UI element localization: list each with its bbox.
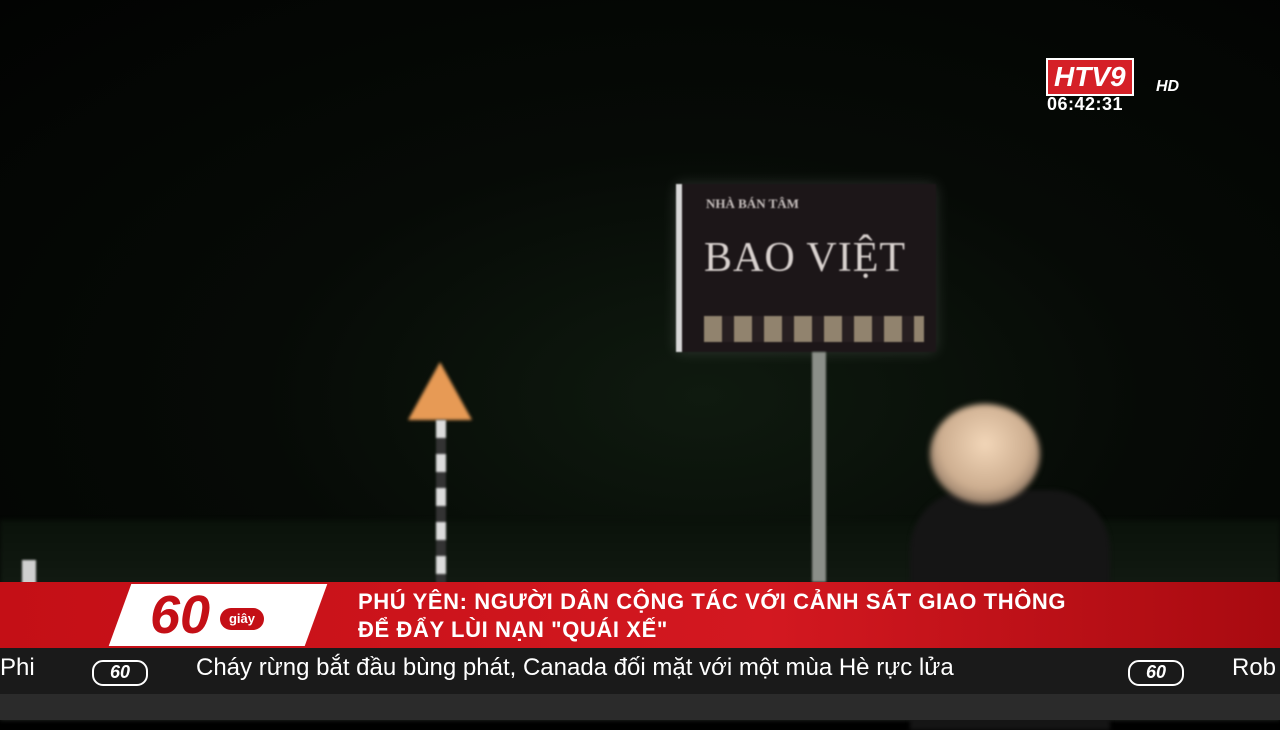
warning-sign-pole [436,420,446,584]
ticker-main-text: Cháy rừng bắt đầu bùng phát, Canada đối mặt với một mùa Hè rực lửa [196,654,954,681]
news-ticker [0,648,1280,694]
channel-logo-hd: HD [1156,78,1180,95]
billboard-bottom-strip [704,316,924,342]
channel-logo-text: HTV9 [1046,58,1134,96]
headline-line-2: ĐỂ ĐẨY LÙI NẠN "QUÁI XẾ" [358,617,668,642]
billboard-small-text: NHÀ BÁN TÂM [706,196,799,211]
headline-line-1: PHÚ YÊN: NGƯỜI DÂN CỘNG TÁC VỚI CẢNH SÁT GIAO THÔNG [358,589,1067,614]
billboard-main-text: BAO VIỆT [704,235,907,281]
person-head [930,404,1040,504]
broadcast-clock: 06:42:31 [1047,94,1124,114]
program-brand-sub: giây [220,608,264,630]
ticker-logo-icon: 60 [92,660,148,686]
warning-sign-icon [408,362,472,420]
channel-logo [1046,58,1206,98]
program-brand-number: 60 [150,585,211,645]
headline [358,588,1238,644]
ticker-right-fragment: Rob [1232,654,1277,681]
bottom-strip [0,694,1280,720]
program-brand [150,585,290,645]
ticker-logo-icon-2: 60 [1128,660,1184,686]
ticker-left-fragment: Phi [0,654,35,681]
billboard-pole [812,352,826,582]
billboard [676,184,936,352]
